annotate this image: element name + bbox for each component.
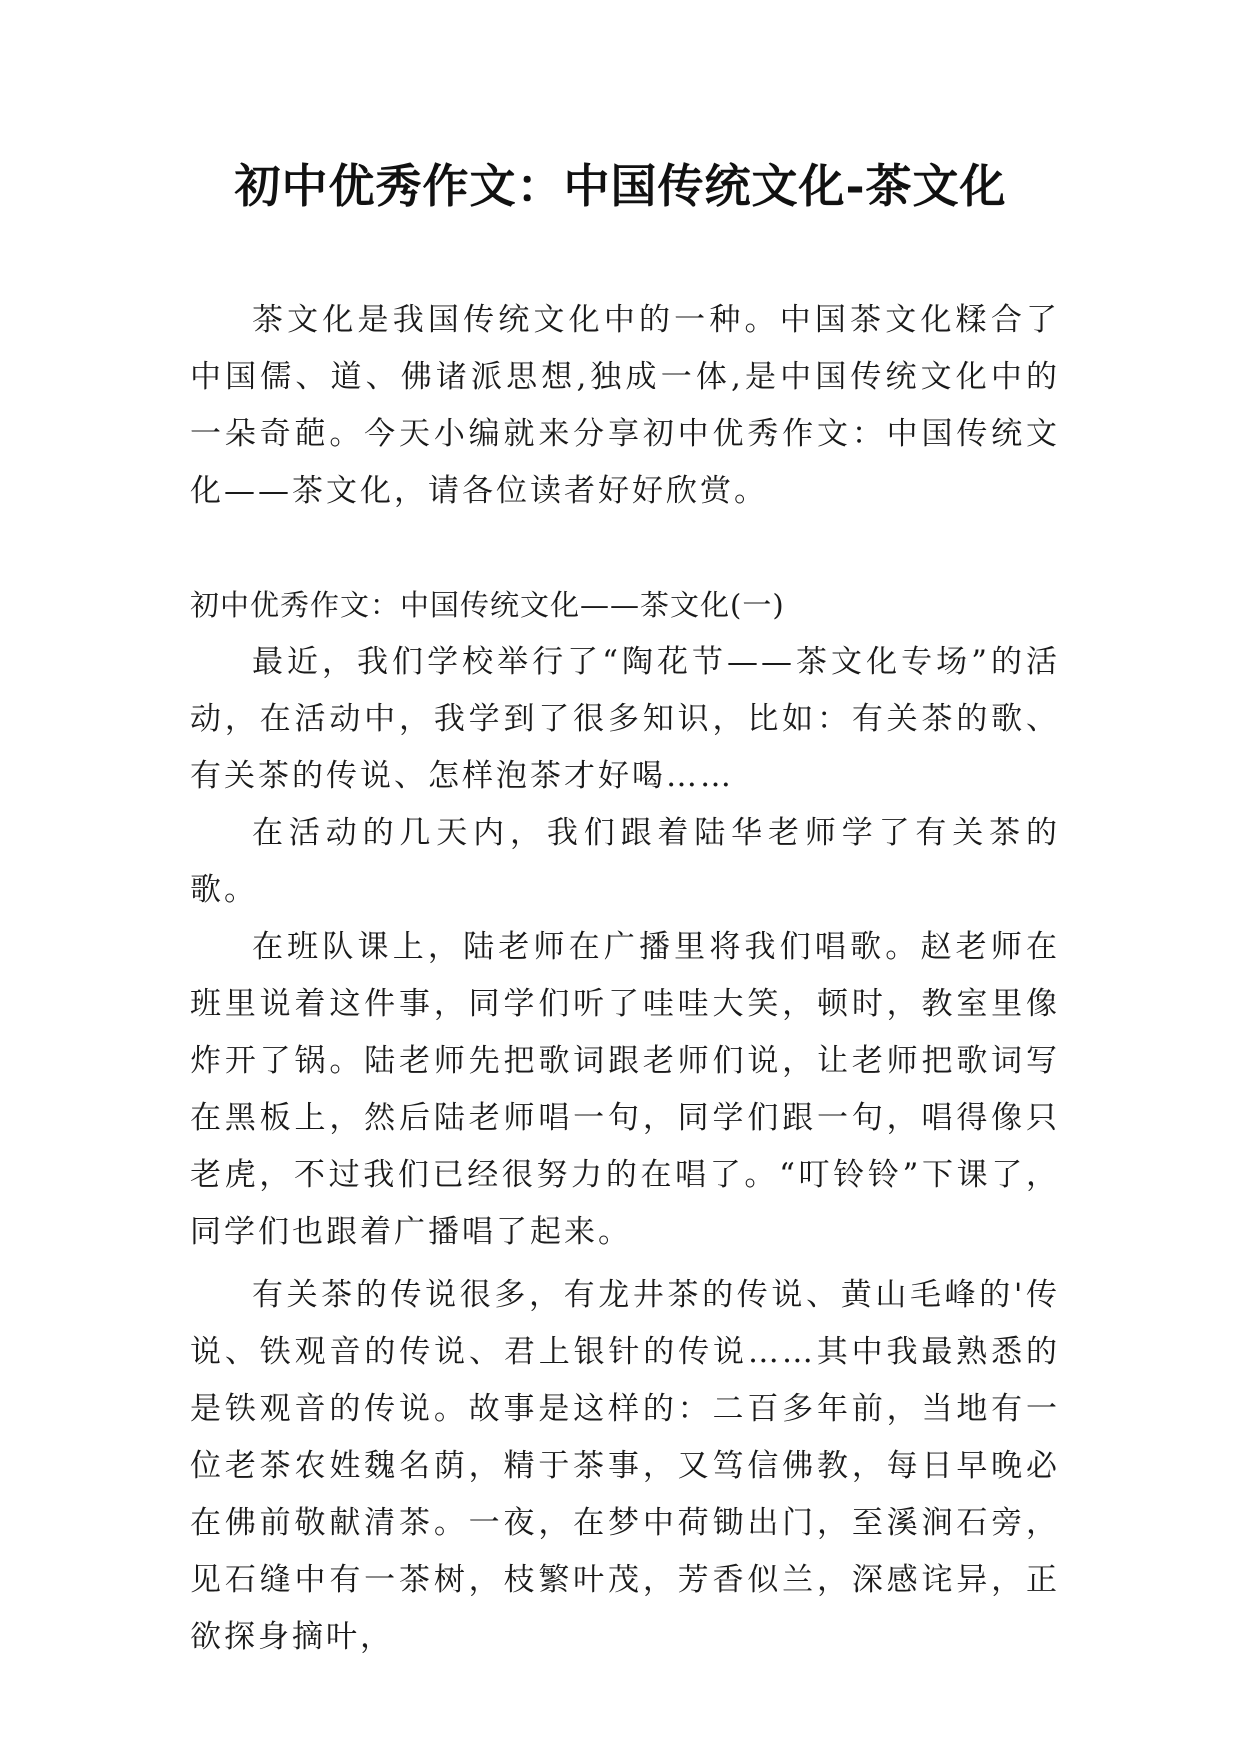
document-title: 初中优秀作文：中国传统文化-茶文化: [234, 159, 1007, 213]
body-paragraph: 在班队课上，陆老师在广播里将我们唱歌。赵老师在班里说着这件事，同学们听了哇哇大笑，顿时，教室里像炸开了锅。陆老师先把歌词跟老师们说，让老师把歌词写在黑板上，然后陆老师唱一句，同学们跟一句，唱得像只老虎，不过我们已经很努力的在唱了。“叮铃铃”下课了，同学们也跟着广播唱了起来。: [190, 929, 1060, 1250]
document-body: [190, 292, 1060, 1666]
section-heading: 初中优秀作文：中国传统文化——茶文化(一): [190, 588, 785, 622]
body-paragraph: 最近，我们学校举行了“陶花节——茶文化专场”的活动，在活动中，我学到了很多知识，比如：有关茶的歌、有关茶的传说、怎样泡茶才好喝……: [190, 644, 1060, 794]
body-paragraph: 有关茶的传说很多，有龙井茶的传说、黄山毛峰的'传说、铁观音的传说、君上银针的传说……其中我最熟悉的是铁观音的传说。故事是这样的：二百多年前，当地有一位老茶农姓魏名荫，精于茶事，又笃信佛教，每日早晚必在佛前敬献清茶。一夜，在梦中荷锄出门，至溪涧石旁，见石缝中有一茶树，枝繁叶茂，芳香似兰，深感诧异，正欲探身摘叶，: [190, 1277, 1060, 1655]
intro-paragraph: 茶文化是我国传统文化中的一种。中国茶文化糅合了中国儒、道、佛诸派思想,独成一体,是中国传统文化中的一朵奇葩。今天小编就来分享初中优秀作文：中国传统文化——茶文化，请各位读者好好欣赏。: [190, 302, 1060, 509]
body-paragraph: 在活动的几天内，我们跟着陆华老师学了有关茶的歌。: [190, 815, 1060, 908]
